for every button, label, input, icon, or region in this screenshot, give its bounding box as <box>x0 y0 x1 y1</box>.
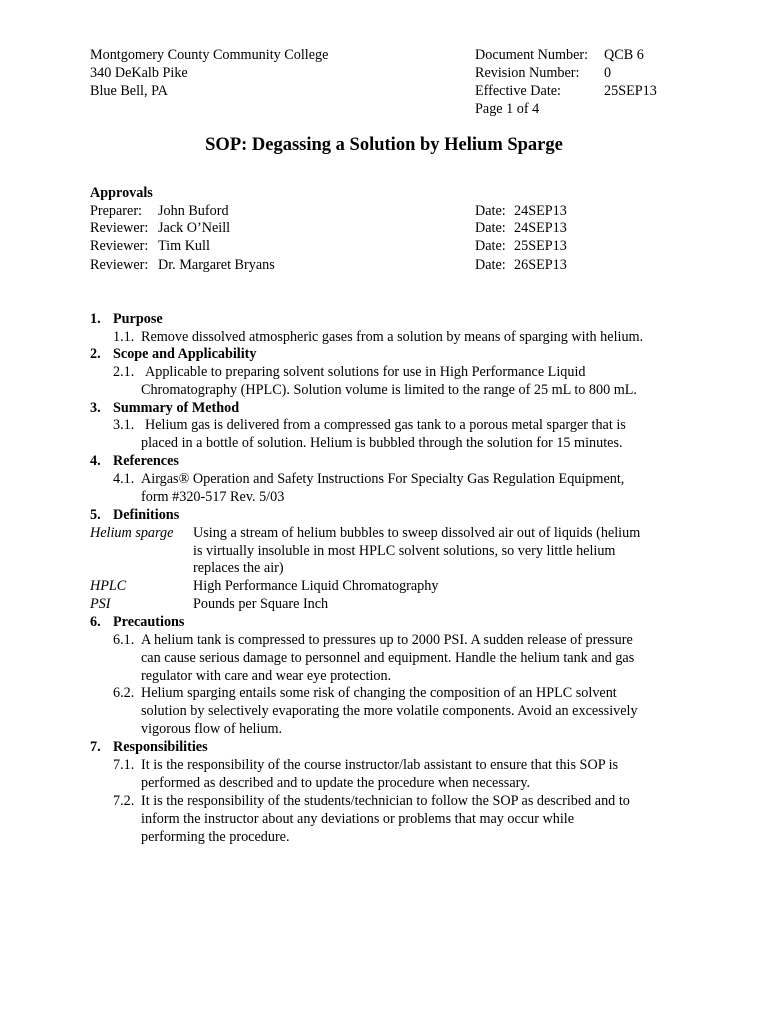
org-city: Blue Bell, PA <box>90 83 168 99</box>
section-title-purpose: Purpose <box>113 311 163 327</box>
approval-date: 24SEP13 <box>514 220 567 236</box>
approval-date-label: Date: <box>475 203 506 219</box>
definition-text: is virtually insoluble in most HPLC solvent solutions, so very little helium <box>193 543 616 559</box>
item-number: 6.2. <box>113 685 135 701</box>
item-text: placed in a bottle of solution. Helium is bubbled through the solution for 15 minutes. <box>141 435 623 451</box>
approval-name: Tim Kull <box>158 238 210 254</box>
approval-date: 24SEP13 <box>514 203 567 219</box>
definition-term: HPLC <box>90 578 127 594</box>
item-text: It is the responsibility of the students/technician to follow the SOP as described and to <box>141 793 630 809</box>
approval-name: John Buford <box>158 203 229 219</box>
effective-date-label: Effective Date: <box>475 83 561 99</box>
section-title-scope: Scope and Applicability <box>113 346 257 362</box>
item-text: Remove dissolved atmospheric gases from a solution by means of sparging with helium. <box>141 329 644 345</box>
definition-text: replaces the air) <box>193 560 284 576</box>
section-title-precautions: Precautions <box>113 614 185 630</box>
approval-date-label: Date: <box>475 257 506 273</box>
item-text: inform the instructor about any deviations or problems that may occur while <box>141 811 575 827</box>
revision-number-value: 0 <box>604 65 612 81</box>
item-number: 2.1. <box>113 364 135 380</box>
document-number-value: QCB 6 <box>604 47 644 63</box>
page-number: Page 1 of 4 <box>475 101 540 117</box>
approval-role: Reviewer: <box>90 257 149 273</box>
definition-text: Using a stream of helium bubbles to sweep dissolved air out of liquids (helium <box>193 525 641 541</box>
definition-term: Helium sparge <box>90 525 174 541</box>
item-number: 1.1. <box>113 329 135 345</box>
section-title-responsibilities: Responsibilities <box>113 739 208 755</box>
item-text: form #320-517 Rev. 5/03 <box>141 489 285 505</box>
section-title-definitions: Definitions <box>113 507 180 523</box>
approvals-heading: Approvals <box>90 185 153 201</box>
item-text: Chromatography (HPLC). Solution volume is limited to the range of 25 mL to 800 mL. <box>141 382 637 398</box>
approval-name: Dr. Margaret Bryans <box>158 257 275 273</box>
item-text: regulator with care and wear eye protection. <box>141 668 392 684</box>
item-text: Helium gas is delivered from a compressed gas tank to a porous metal sparger that is <box>145 417 626 433</box>
approval-date-label: Date: <box>475 220 506 236</box>
approval-role: Preparer: <box>90 203 142 219</box>
approval-date: 26SEP13 <box>514 257 567 273</box>
item-text: Airgas® Operation and Safety Instructions For Specialty Gas Regulation Equipment, <box>141 471 625 487</box>
approval-name: Jack O’Neill <box>158 220 231 236</box>
definition-text: High Performance Liquid Chromatography <box>193 578 439 594</box>
section-number: 4. <box>90 453 101 469</box>
item-text: performing the procedure. <box>141 829 290 845</box>
section-number: 3. <box>90 400 101 416</box>
approval-role: Reviewer: <box>90 238 149 254</box>
section-number: 5. <box>90 507 101 523</box>
revision-number-label: Revision Number: <box>475 65 580 81</box>
item-text: Helium sparging entails some risk of changing the composition of an HPLC solvent <box>141 685 617 701</box>
item-number: 3.1. <box>113 417 135 433</box>
section-number: 1. <box>90 311 101 327</box>
definition-term: PSI <box>90 596 111 612</box>
section-title-references: References <box>113 453 179 469</box>
item-text: can cause serious damage to personnel and equipment. Handle the helium tank and gas <box>141 650 635 666</box>
section-title-summary: Summary of Method <box>113 400 240 416</box>
approval-date: 25SEP13 <box>514 238 567 254</box>
document-number-label: Document Number: <box>475 47 589 63</box>
item-text: A helium tank is compressed to pressures up to 2000 PSI. A sudden release of pressure <box>141 632 633 648</box>
item-number: 6.1. <box>113 632 135 648</box>
item-text: solution by selectively evaporating the more volatile components. Avoid an excessively <box>141 703 638 719</box>
org-name: Montgomery County Community College <box>90 47 329 63</box>
section-number: 6. <box>90 614 101 630</box>
approval-role: Reviewer: <box>90 220 149 236</box>
item-text: vigorous flow of helium. <box>141 721 283 737</box>
item-number: 7.1. <box>113 757 135 773</box>
section-number: 7. <box>90 739 101 755</box>
approval-date-label: Date: <box>475 238 506 254</box>
org-address: 340 DeKalb Pike <box>90 65 188 81</box>
item-number: 7.2. <box>113 793 135 809</box>
document-title: SOP: Degassing a Solution by Helium Sparge <box>205 135 563 155</box>
item-text: Applicable to preparing solvent solutions for use in High Performance Liquid <box>145 364 586 380</box>
definition-text: Pounds per Square Inch <box>193 596 329 612</box>
item-number: 4.1. <box>113 471 135 487</box>
item-text: performed as described and to update the procedure when necessary. <box>141 775 531 791</box>
section-number: 2. <box>90 346 101 362</box>
effective-date-value: 25SEP13 <box>604 83 657 99</box>
item-text: It is the responsibility of the course instructor/lab assistant to ensure that this SOP is <box>141 757 619 773</box>
